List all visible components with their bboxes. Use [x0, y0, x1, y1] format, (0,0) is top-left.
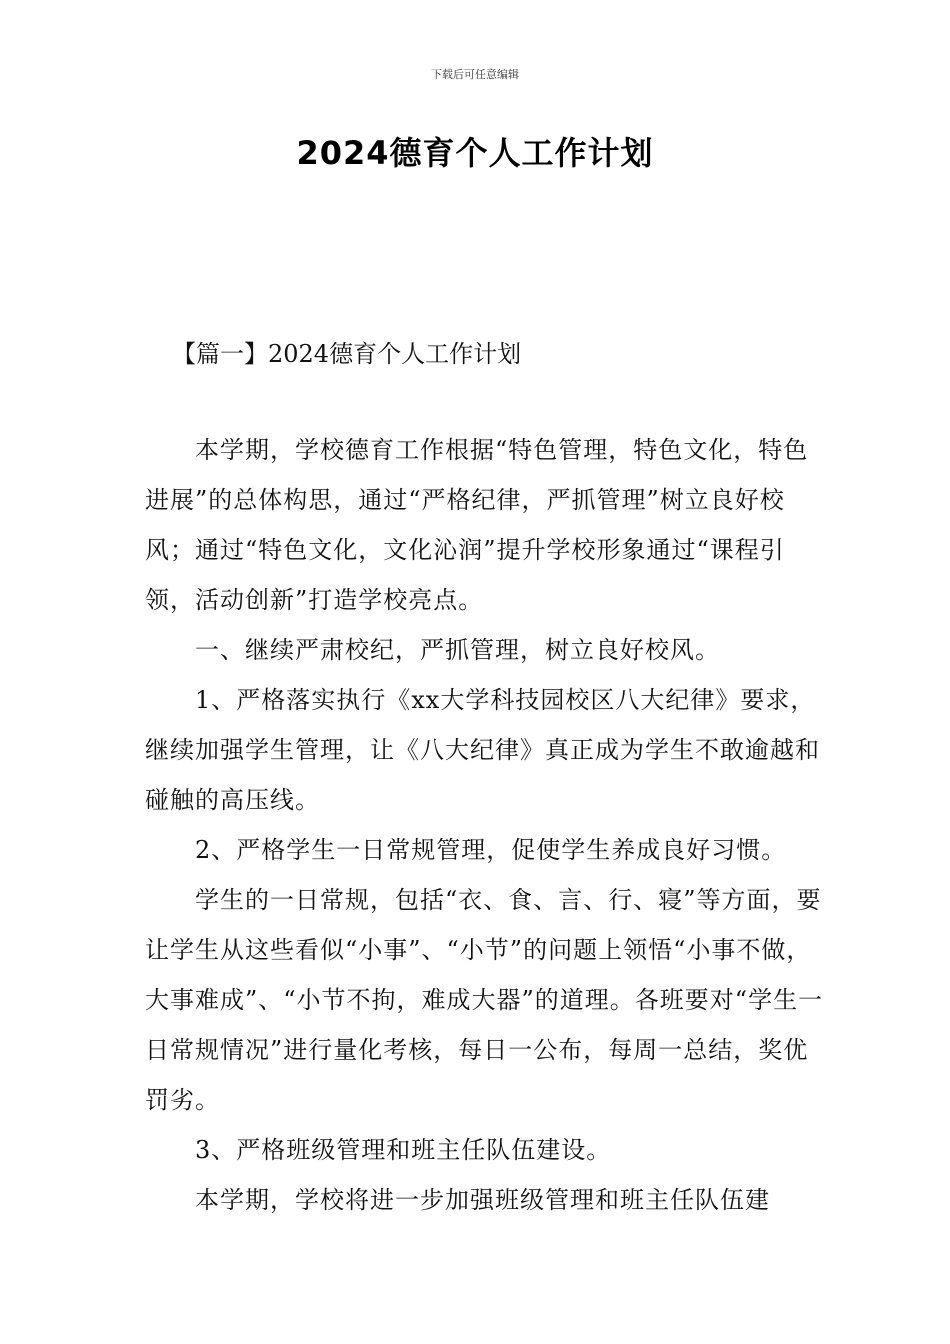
paragraph-daily-routine: 学生的一日常规，包括“衣、食、言、行、寝”等方面，要让学生从这些看似“小事”、“小节”的问题上领悟“小事不做，大事难成”、“小节不拘，难成大器”的道理。各班要对“学生一日常规情况”进行量化考核，每日一公布，每周一总结，奖优罚劣。 — [145, 886, 824, 1114]
paragraph-item-1-3-heading: 3、严格班级管理和班主任队伍建设。 — [195, 1136, 612, 1164]
document-body — [145, 425, 825, 1225]
section-heading: 【篇一】2024德育个人工作计划 — [172, 340, 522, 368]
paragraph-item-1-heading: 一、继续严肃校纪，严抓管理，树立良好校风。 — [195, 636, 720, 664]
paragraph-class-management: 本学期，学校将进一步加强班级管理和班主任队伍建 — [195, 1186, 770, 1214]
paragraph-item-1-1: 1、严格落实执行《xx大学科技园校区八大纪律》要求，继续加强学生管理，让《八大纪律》真正成为学生不敢逾越和碰触的高压线。 — [145, 686, 820, 814]
paragraph-intro: 本学期，学校德育工作根据“特色管理，特色文化，特色进展”的总体构思，通过“严格纪律，严抓管理”树立良好校风；通过“特色文化，文化沁润”提升学校形象通过“课程引领，活动创新”打造学校亮点。 — [145, 436, 809, 614]
header-note: 下载后可任意编辑 — [431, 68, 519, 81]
paragraph-item-1-2-heading: 2、严格学生一日常规管理，促使学生养成良好习惯。 — [195, 836, 787, 864]
document-title: 2024德育个人工作计划 — [296, 134, 654, 172]
